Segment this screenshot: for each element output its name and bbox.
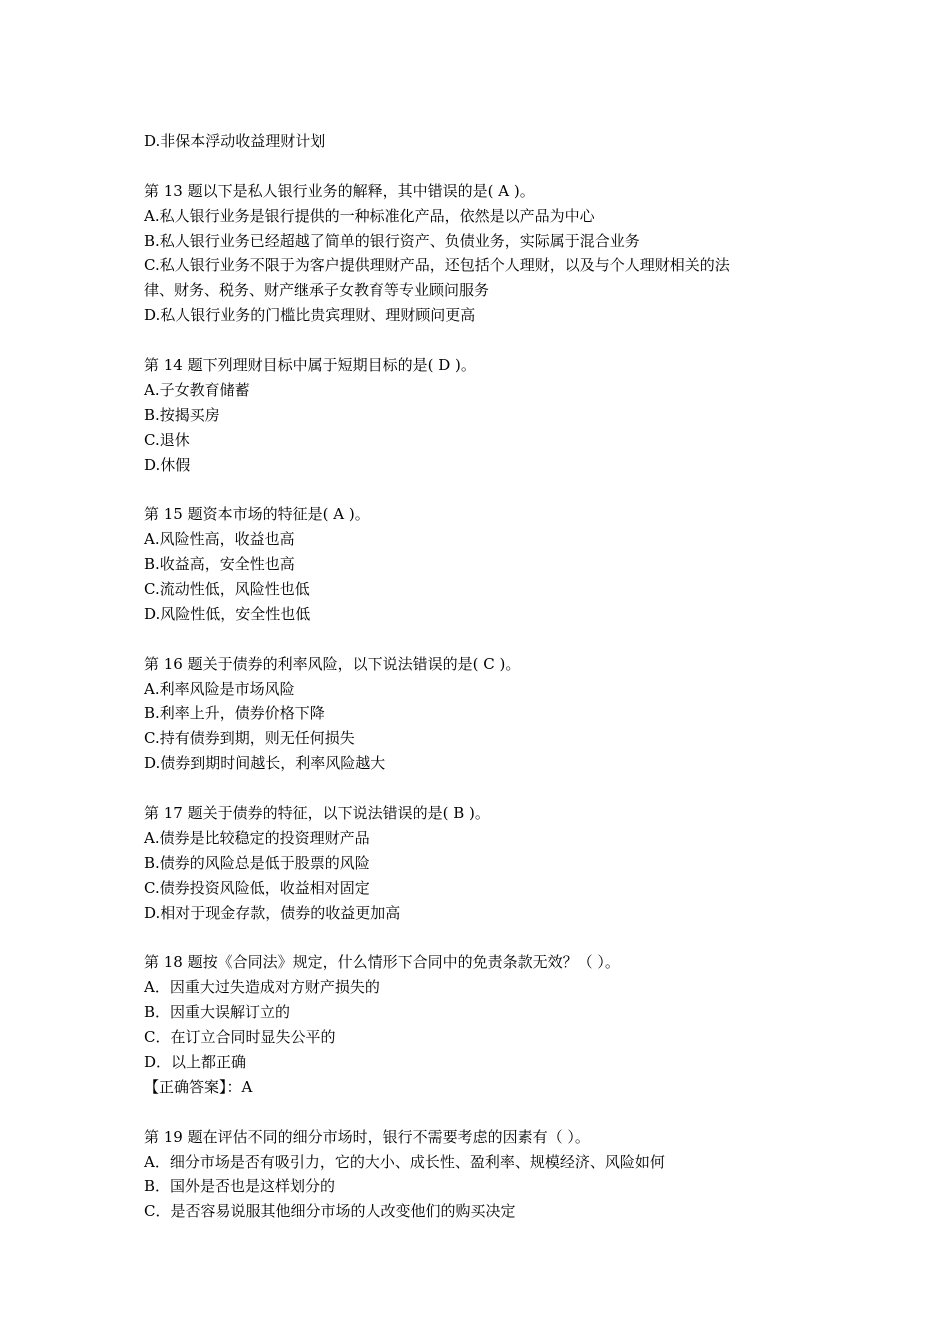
option-a: A.债券是比较稳定的投资理财产品 — [144, 828, 370, 847]
option-c: C.私人银行业务不限于为客户提供理财产品，还包括个人理财，以及与个人理财相关的法 — [144, 256, 730, 275]
option-b: B.按揭买房 — [144, 405, 220, 424]
option-d: D.非保本浮动收益理财计划 — [144, 132, 326, 150]
option-d: D.相对于现金存款，债券的收益更加高 — [144, 903, 401, 922]
option-d: D.私人银行业务的门槛比贵宾理财、理财顾问更高 — [144, 306, 476, 325]
option-a: A.利率风险是市场风险 — [144, 679, 295, 698]
paragraph-gap — [144, 1100, 950, 1125]
option-b: B.利率上升，债券价格下降 — [144, 704, 325, 723]
paragraph-gap — [144, 328, 950, 353]
question-stem: 第 18 题按《合同法》规定，什么情形下合同中的免责条款无效？（ ）。 — [144, 953, 620, 972]
option-c: C.退休 — [144, 430, 190, 449]
paragraph-gap — [144, 627, 950, 652]
question-13 — [144, 179, 950, 328]
option-c-continued: 律、财务、税务、财产继承子女教育等专业顾问服务 — [144, 281, 490, 300]
question-14 — [144, 353, 950, 477]
option-d: D.风险性低，安全性也低 — [144, 604, 311, 623]
option-c: C．在订立合同时显失公平的 — [144, 1028, 336, 1047]
paragraph-gap — [144, 926, 950, 951]
question-stem: 第 14 题下列理财目标中属于短期目标的是( D )。 — [144, 356, 476, 375]
option-a: A.风险性高，收益也高 — [144, 530, 295, 549]
option-a: A.私人银行业务是银行提供的一种标准化产品，依然是以产品为中心 — [144, 206, 595, 225]
question-stem: 第 15 题资本市场的特征是( A )。 — [144, 505, 370, 524]
option-d: D.休假 — [144, 455, 191, 474]
option-a: A．细分市场是否有吸引力，它的大小、成长性、盈利率、规模经济、风险如何 — [144, 1152, 665, 1171]
option-c: C.流动性低，风险性也低 — [144, 580, 310, 599]
paragraph-gap — [144, 154, 950, 179]
question-stem: 第 19 题在评估不同的细分市场时，银行不需要考虑的因素有（ ）。 — [144, 1127, 590, 1146]
option-d: D.债券到期时间越长，利率风险越大 — [144, 754, 386, 773]
option-c: C.债券投资风险低，收益相对固定 — [144, 878, 370, 897]
question-16 — [144, 652, 950, 776]
option-b: B．因重大误解订立的 — [144, 1003, 291, 1022]
question-stem: 第 13 题以下是私人银行业务的解释，其中错误的是( A )。 — [144, 181, 535, 200]
paragraph-gap — [144, 477, 950, 502]
option-b: B.私人银行业务已经超越了简单的银行资产、负债业务，实际属于混合业务 — [144, 231, 640, 250]
question-18 — [144, 950, 950, 1099]
correct-answer: 【正确答案】：A — [144, 1077, 253, 1096]
option-a: A．因重大过失造成对方财产损失的 — [144, 978, 380, 997]
question-19 — [144, 1125, 950, 1225]
question-stem: 第 16 题关于债券的利率风险，以下说法错误的是( C )。 — [144, 654, 521, 673]
option-c: C.持有债券到期，则无任何损失 — [144, 729, 355, 748]
option-b: B.收益高，安全性也高 — [144, 555, 295, 574]
question-17 — [144, 801, 950, 925]
option-b: B.债券的风险总是低于股票的风险 — [144, 853, 370, 872]
paragraph-gap — [144, 776, 950, 801]
option-c: C．是否容易说服其他细分市场的人改变他们的购买决定 — [144, 1202, 516, 1221]
option-b: B．国外是否也是这样划分的 — [144, 1177, 336, 1196]
question-12-tail — [144, 129, 950, 154]
option-d: D．以上都正确 — [144, 1052, 247, 1071]
question-15 — [144, 502, 950, 626]
question-stem: 第 17 题关于债券的特征，以下说法错误的是( B )。 — [144, 804, 490, 823]
option-a: A.子女教育储蓄 — [144, 380, 250, 399]
